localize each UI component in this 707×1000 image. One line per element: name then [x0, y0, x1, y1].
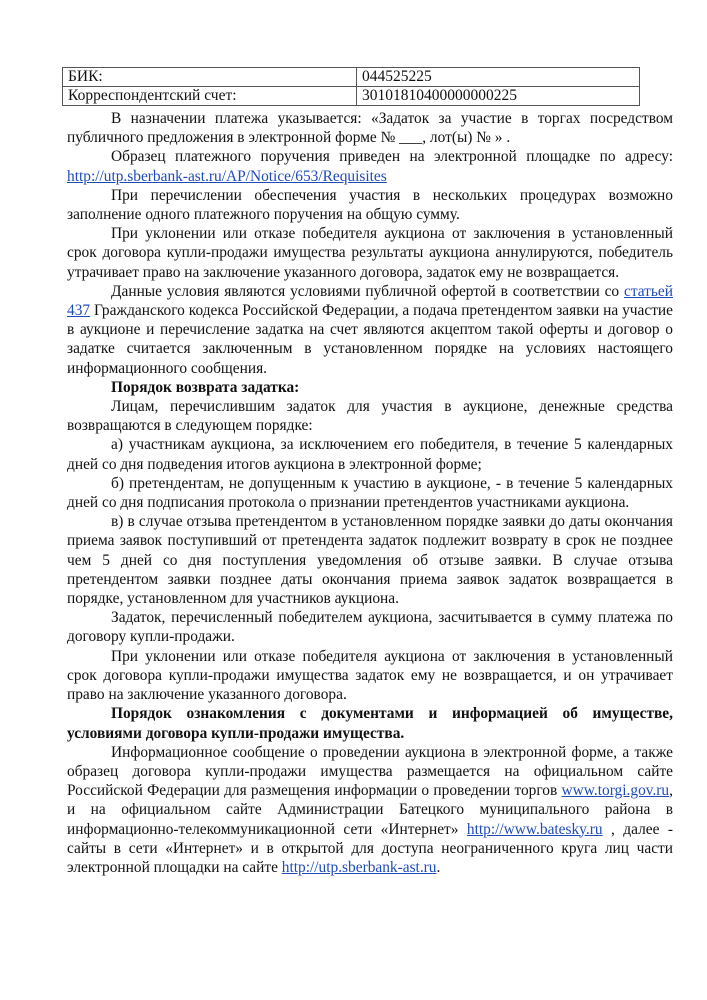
table-row	[63, 68, 640, 87]
paragraph-text: , и на официальном сайте Администрации Батецкого муниципального района в информационно-телекоммуникационной сети «Интернет»	[67, 782, 673, 838]
payment-purpose-paragraph: В назначении платежа указывается: «Задаток за участие в торгах посредством публичного предложения в электронной форме № ___, лот(ы) № » .	[67, 110, 673, 147]
batesky-link[interactable]: http://www.batesky.ru	[466, 820, 603, 838]
bik-value: 044525225	[357, 68, 640, 87]
public-offer-paragraph	[67, 282, 673, 378]
paragraph-text: Информационное сообщение о проведении аукциона в электронной форме, а также образец договора купли-продажи имущества размещается на официальном сайте Российской Федерации для размещения информации о проведении торгов	[67, 743, 673, 800]
payment-order-sample-paragraph	[67, 147, 673, 185]
bik-label: БИК:	[63, 68, 357, 87]
documents-review-heading: Порядок ознакомления с документами и информацией об имуществе, условиями договора купли-продажи имущества.	[67, 705, 673, 742]
paragraph-text: Гражданского кодекса Российской Федерации, а подача претендентом заявки на участие в аукционе и перечисление задатка на счет являются акцептом такой оферты и договор о задатке считается заключенным в установленном порядке на условиях настоящего информационного сообщения.	[67, 302, 673, 377]
requisites-table	[62, 67, 640, 106]
table-row	[63, 87, 640, 106]
paragraph-text: .	[436, 858, 441, 876]
return-item-a: а) участникам аукциона, за исключением его победителя, в течение 5 календарных дней со дня подведения итогов аукциона в электронной форме;	[67, 436, 673, 473]
paragraph-text: Данные условия являются условиями публичной офертой в соответствии со	[111, 282, 624, 300]
requisites-link[interactable]: http://utp.sberbank-ast.ru/AP/Notice/653/Requisites	[67, 167, 387, 185]
return-item-c: в) в случае отзыва претендентом в установленном порядке заявки до даты окончания приема заявок поступивший от претендента задаток подлежит возврату в срок не позднее чем 5 дней со дня поступления уведомления об отзыве заявки. В случае отзыва претендентом заявки позднее даты окончания приема заявок задаток возвращается в порядке, установленном для участников аукциона.	[67, 513, 673, 608]
winner-evasion-paragraph: При уклонении или отказе победителя аукциона от заключения в установленный срок договора купли-продажи имущества результаты аукциона аннулируются, победитель утрачивает право на заключение указанного договора, задаток ему не возвращается.	[67, 225, 673, 281]
document-body	[67, 109, 673, 877]
paragraph-text: Образец платежного поручения приведен на электронной площадке по адресу:	[111, 148, 673, 166]
winner-deposit-paragraph: Задаток, перечисленный победителем аукциона, засчитывается в сумму платежа по договору купли-продажи.	[67, 609, 673, 646]
article-437-link[interactable]: статьей 437	[67, 282, 673, 320]
winner-refusal-paragraph: При уклонении или отказе победителя аукциона от заключения в установленный срок договора купли-продажи имущества задаток ему не возвращается, и он утрачивает право на заключение указанного договора.	[67, 647, 673, 704]
deposit-return-intro: Лицам, перечислившим задаток для участия в аукционе, денежные средства возвращаются в следующем порядке:	[67, 398, 673, 435]
torgi-gov-link[interactable]: www.torgi.gov.ru	[561, 782, 670, 800]
corr-account-value: 30101810400000000225	[357, 87, 640, 106]
deposit-return-heading: Порядок возврата задатка:	[111, 378, 300, 396]
multiple-procedures-paragraph: При перечислении обеспечения участия в нескольких процедурах возможно заполнение одного платежного поручения на общую сумму.	[67, 186, 673, 224]
return-item-b: б) претендентам, не допущенным к участию в аукционе, - в течение 5 календарных дней со дня подписания протокола о признании претендентов участниками аукциона.	[67, 474, 673, 512]
sberbank-ast-link[interactable]: http://utp.sberbank-ast.ru	[281, 858, 437, 876]
information-notice-paragraph	[67, 743, 673, 877]
paragraph-text: , далее - сайты в сети «Интернет» и в открытой для доступа неограниченного круга лиц части электронной площадки на сайте	[67, 820, 673, 876]
corr-account-label: Корреспондентский счет:	[63, 87, 357, 106]
